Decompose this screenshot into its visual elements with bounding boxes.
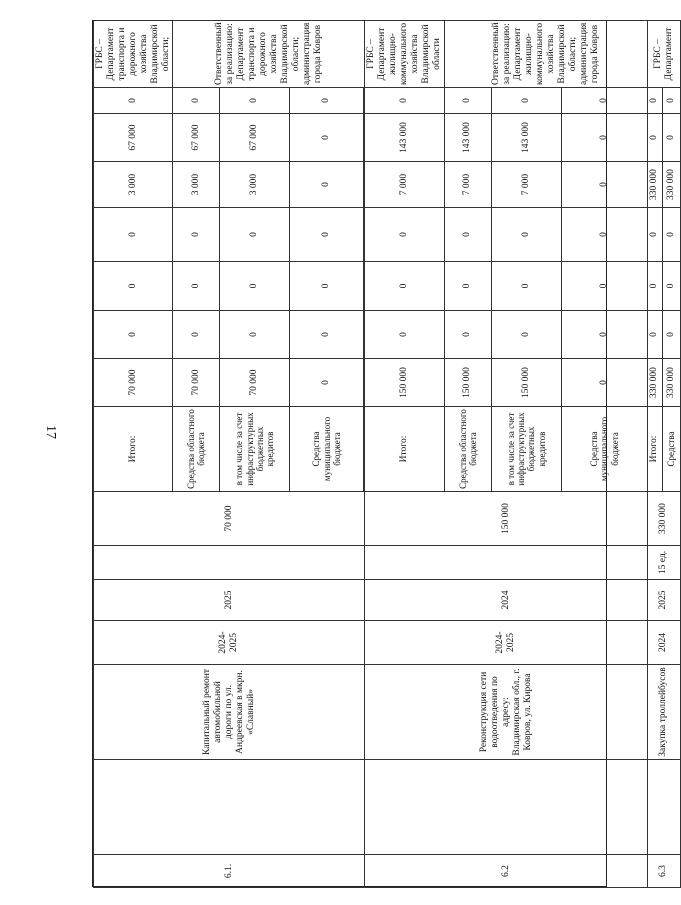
measure-period: 2024-2025 (365, 621, 647, 665)
value-cell: 0 (173, 311, 220, 359)
value-cell: 70 000 (220, 359, 290, 407)
value-cell: 3 000 (220, 162, 290, 208)
value-cell: 0 (491, 208, 561, 262)
value-cell: 0 (365, 208, 444, 262)
value-cell: 0 (647, 88, 662, 114)
value-cell: 0 (444, 311, 491, 359)
fund-label: в том числе за счет инфраструктурных бюджетных кредитов (220, 407, 290, 492)
value-cell: 0 (290, 88, 364, 114)
page-number: 17 (43, 425, 58, 439)
value-cell: 0 (662, 262, 680, 311)
table-row (94, 21, 173, 888)
measure-period: 2024 (647, 621, 680, 665)
value-cell: 143 000 (365, 114, 444, 162)
fund-label: Средства (662, 407, 680, 492)
value-cell: 0 (220, 262, 290, 311)
value-cell: 0 (662, 88, 680, 114)
value-cell: 143 000 (444, 114, 491, 162)
measure-year: 2025 (647, 580, 680, 621)
value-cell: 330 000 (662, 162, 680, 208)
grbs-text: ГРБС – Департамент (647, 21, 680, 88)
value-cell: 0 (220, 88, 290, 114)
value-cell: 0 (94, 311, 173, 359)
row-number: 6.1. (94, 855, 365, 888)
fund-label: Итого: (365, 407, 444, 492)
value-cell: 0 (491, 88, 561, 114)
value-cell: 7 000 (444, 162, 491, 208)
value-cell: 0 (647, 114, 662, 162)
value-cell: 143 000 (491, 114, 561, 162)
value-cell: 0 (365, 262, 444, 311)
measure-qty (94, 546, 365, 580)
value-cell: 0 (561, 208, 647, 262)
value-cell: 7 000 (365, 162, 444, 208)
value-cell: 67 000 (94, 114, 173, 162)
responsible-text: Ответственный за реализацию: Департамент транспорта и дорожного хозяйства Владимирской области; администрация города Ковров (173, 21, 365, 88)
measure-year: 2025 (94, 580, 365, 621)
value-cell: 3 000 (173, 162, 220, 208)
empty-cell (94, 760, 365, 855)
value-cell: 150 000 (491, 359, 561, 407)
fund-label: Средства муниципального бюджета (290, 407, 364, 492)
value-cell: 0 (173, 208, 220, 262)
value-cell: 0 (94, 262, 173, 311)
value-cell: 330 000 (662, 359, 680, 407)
table-row (647, 21, 662, 888)
row-number: 6.3 (647, 855, 680, 888)
value-cell: 330 000 (647, 359, 662, 407)
table-frame (92, 20, 677, 887)
fund-label: Итого: (647, 407, 662, 492)
fund-label: в том числе за счет инфраструктурных бюджетных кредитов (491, 407, 561, 492)
value-cell: 0 (290, 311, 364, 359)
value-cell: 0 (365, 88, 444, 114)
value-cell: 0 (561, 88, 647, 114)
value-cell: 0 (173, 88, 220, 114)
value-cell: 0 (561, 262, 647, 311)
value-cell: 0 (365, 311, 444, 359)
value-cell: 0 (444, 262, 491, 311)
fund-label: Средства областного бюджета (173, 407, 220, 492)
value-cell: 0 (290, 359, 364, 407)
value-cell: 0 (290, 114, 364, 162)
value-cell: 330 000 (647, 162, 662, 208)
value-cell: 0 (290, 262, 364, 311)
value-cell: 0 (561, 359, 647, 407)
value-cell: 0 (220, 311, 290, 359)
fund-label: Средства муниципального бюджета (561, 407, 647, 492)
value-cell: 0 (647, 262, 662, 311)
fund-label: Итого: (94, 407, 173, 492)
measure-cost: 70 000 (94, 492, 365, 546)
value-cell: 0 (561, 311, 647, 359)
value-cell: 0 (561, 162, 647, 208)
value-cell: 0 (491, 311, 561, 359)
value-cell: 7 000 (491, 162, 561, 208)
responsible-text: Ответственный за реализацию: Департамент жилищно-коммунального хозяйства Владимирской области; администрация города Ковров (444, 21, 647, 88)
measure-cost: 150 000 (365, 492, 647, 546)
grbs-text: ГРБС – Департамент жилищно-коммунального хозяйства Владимирской области (365, 21, 444, 88)
value-cell: 0 (94, 208, 173, 262)
value-cell: 0 (491, 262, 561, 311)
measure-year: 2024 (365, 580, 647, 621)
value-cell: 70 000 (94, 359, 173, 407)
value-cell: 0 (662, 114, 680, 162)
value-cell: 150 000 (444, 359, 491, 407)
value-cell: 67 000 (220, 114, 290, 162)
table-row (365, 21, 444, 888)
value-cell: 150 000 (365, 359, 444, 407)
value-cell: 0 (444, 208, 491, 262)
fund-label: Средства областного бюджета (444, 407, 491, 492)
value-cell: 67 000 (173, 114, 220, 162)
measure-cost: 330 000 (647, 492, 680, 546)
row-number: 6.2 (365, 855, 647, 888)
value-cell: 0 (444, 88, 491, 114)
grbs-text: ГРБС – Департамент транспорта и дорожного хозяйства Владимирской области; (94, 21, 173, 88)
measure-name: Закупка троллейбусов (647, 665, 680, 760)
value-cell: 0 (290, 208, 364, 262)
empty-cell (647, 760, 680, 855)
value-cell: 0 (220, 208, 290, 262)
value-cell: 0 (647, 311, 662, 359)
value-cell: 0 (647, 208, 662, 262)
measure-period: 2024-2025 (94, 621, 365, 665)
measure-qty (365, 546, 647, 580)
value-cell: 0 (662, 208, 680, 262)
value-cell: 0 (94, 88, 173, 114)
value-cell: 70 000 (173, 359, 220, 407)
measure-name: Капитальный ремонт автомобильной дороги по ул. Андреевская в мкрн. «Славный» (94, 665, 365, 760)
value-cell: 0 (290, 162, 364, 208)
value-cell: 0 (173, 262, 220, 311)
value-cell: 0 (662, 311, 680, 359)
measure-name: Реконструкция сети водоотведения по адресу: Владимирская обл., г. Ковров, ул. Кирова (365, 665, 647, 760)
empty-cell (365, 760, 647, 855)
value-cell: 0 (561, 114, 647, 162)
measure-qty: 15 ед. (647, 546, 680, 580)
measures-table (93, 20, 681, 888)
value-cell: 3 000 (94, 162, 173, 208)
